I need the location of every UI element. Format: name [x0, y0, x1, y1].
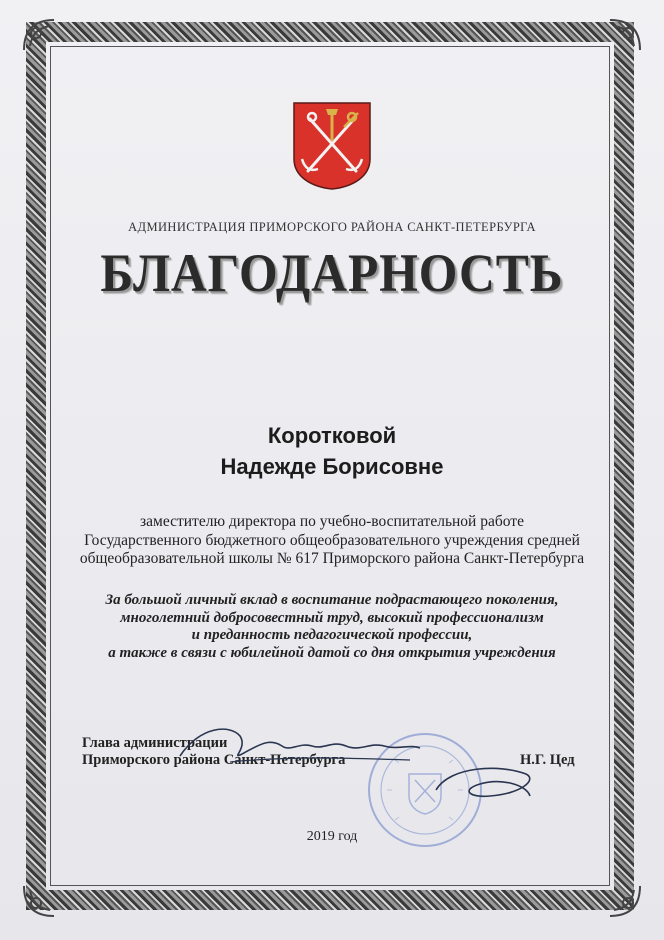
corner-ornament [608, 18, 642, 52]
reason-line: и преданность педагогической профессии, [191, 627, 473, 643]
recipient-given-names: Надежде Борисовне [220, 454, 444, 479]
signatory-name: Н.Г. Цед [520, 752, 575, 768]
issuer-heading: АДМИНИСТРАЦИЯ ПРИМОРСКОГО РАЙОНА САНКТ-ПЕТЕРБУРГА [128, 220, 536, 234]
reason-line: многолетний добросовестный труд, высокий профессионализм [120, 609, 544, 626]
award-reason [40, 592, 624, 662]
certificate-year: 2019 год [306, 829, 358, 844]
reason-line: а также в связи с юбилейной датой со дня открытия учреждения [108, 644, 556, 661]
position-line: заместителю директора по учебно-воспитательной работе [140, 513, 524, 530]
position-line: Государственного бюджетного общеобразовательного учреждения средней [84, 531, 580, 549]
corner-ornament [608, 884, 642, 918]
position-line: общеобразовательной школы № 617 Приморского района Санкт-Петербурга [79, 550, 585, 567]
coat-of-arms-emblem [292, 101, 372, 191]
signatory-role-line: Глава администрации [82, 735, 228, 751]
certificate-title: БЛАГОДАРНОСТЬ [100, 243, 564, 303]
corner-ornament [22, 884, 56, 918]
reason-line: За большой личный вклад в воспитание подрастающего поколения, [105, 592, 559, 608]
recipient-surname: Коротковой [267, 423, 397, 448]
handwritten-signature [170, 716, 430, 786]
recipient-position [40, 513, 624, 569]
signatory-role-line: Приморского района Санкт-Петербурга [82, 752, 346, 768]
corner-ornament [22, 18, 56, 52]
